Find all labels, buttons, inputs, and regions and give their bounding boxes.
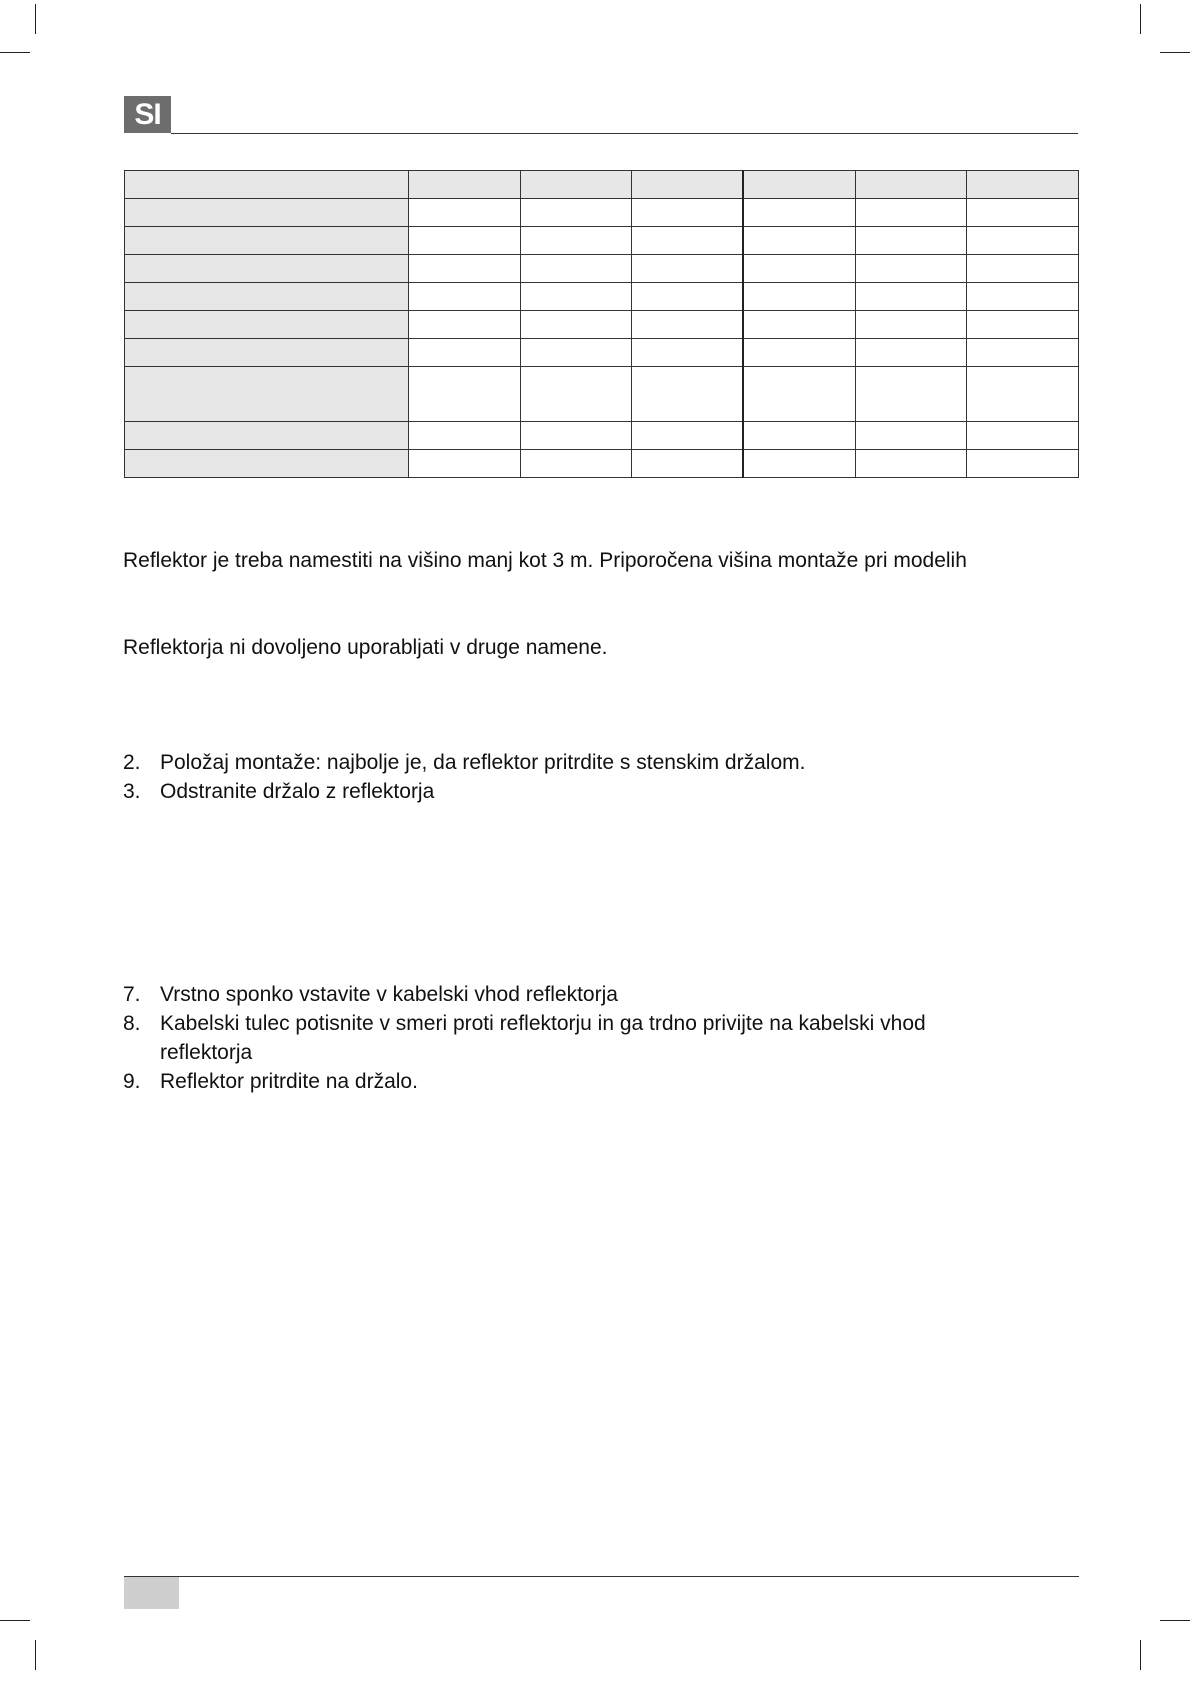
table-cell <box>632 311 744 339</box>
table-cell <box>855 450 967 478</box>
crop-mark <box>1160 1620 1190 1621</box>
crop-mark <box>1140 4 1141 34</box>
table-cell <box>125 450 409 478</box>
table-cell <box>520 199 632 227</box>
table-cell <box>520 255 632 283</box>
table-cell <box>855 339 967 367</box>
step-number: 7. <box>123 983 141 1006</box>
table-cell <box>632 199 744 227</box>
table-cell <box>520 450 632 478</box>
list-item <box>123 777 805 806</box>
step-text-continued: reflektorja <box>160 1041 253 1064</box>
table-cell <box>855 422 967 450</box>
table-cell <box>125 227 409 255</box>
table-cell <box>632 339 744 367</box>
table-cell <box>967 422 1079 450</box>
table-cell <box>632 283 744 311</box>
table-cell <box>967 227 1079 255</box>
table-cell <box>855 367 967 422</box>
step-text: Reflektor pritrdite na držalo. <box>160 1070 418 1093</box>
table-cell <box>855 255 967 283</box>
step-text: Položaj montaže: najbolje je, da reflektor pritrdite s stenskim držalom. <box>160 751 806 774</box>
list-item <box>123 980 926 1009</box>
table-cell <box>967 171 1079 199</box>
table-cell <box>409 199 521 227</box>
table-cell <box>409 450 521 478</box>
table-cell <box>632 171 744 199</box>
page-number-box <box>124 1577 179 1609</box>
steps-list-2 <box>123 980 926 1096</box>
table-cell <box>125 255 409 283</box>
table-cell <box>125 367 409 422</box>
table-cell <box>743 339 855 367</box>
crop-mark <box>0 52 30 53</box>
table-row <box>125 311 1079 339</box>
step-number: 8. <box>123 1012 141 1035</box>
crop-mark <box>35 4 36 34</box>
table-cell <box>409 367 521 422</box>
table-row <box>125 339 1079 367</box>
table-cell <box>967 339 1079 367</box>
step-number: 2. <box>123 751 141 774</box>
table-cell <box>520 367 632 422</box>
table-cell <box>743 311 855 339</box>
step-number: 3. <box>123 780 141 803</box>
table-cell <box>409 255 521 283</box>
table-cell <box>520 171 632 199</box>
steps-list-1 <box>123 748 805 806</box>
table-cell <box>409 311 521 339</box>
table-cell <box>125 171 409 199</box>
crop-mark <box>35 1640 36 1670</box>
table-cell <box>743 255 855 283</box>
table-cell <box>967 255 1079 283</box>
header-rule <box>171 133 1078 134</box>
table-row <box>125 422 1079 450</box>
table-cell <box>855 283 967 311</box>
table-header-row <box>125 171 1079 199</box>
table-cell <box>125 199 409 227</box>
table-cell <box>743 227 855 255</box>
table-cell <box>855 227 967 255</box>
crop-mark <box>1140 1640 1141 1670</box>
table-cell <box>743 283 855 311</box>
table-cell <box>743 422 855 450</box>
table-row <box>125 283 1079 311</box>
step-text: Kabelski tulec potisnite v smeri proti reflektorju in ga trdno privijte na kabelski vhod <box>160 1012 926 1035</box>
table-row <box>125 227 1079 255</box>
table-cell <box>409 283 521 311</box>
table-cell <box>409 339 521 367</box>
table-cell <box>409 171 521 199</box>
table-row <box>125 255 1079 283</box>
table-cell <box>125 339 409 367</box>
table-row <box>125 450 1079 478</box>
step-text: Vrstno sponko vstavite v kabelski vhod reflektorja <box>160 983 618 1006</box>
table-cell <box>632 450 744 478</box>
table-cell <box>743 367 855 422</box>
table-cell <box>632 227 744 255</box>
mounting-height-paragraph: Reflektor je treba namestiti na višino manj kot 3 m. Priporočena višina montaže pri modelih <box>123 549 967 572</box>
table-cell <box>855 199 967 227</box>
table-row <box>125 199 1079 227</box>
list-item <box>123 1067 926 1096</box>
table-cell <box>409 422 521 450</box>
table-cell <box>520 283 632 311</box>
table-cell <box>632 255 744 283</box>
table-cell <box>125 422 409 450</box>
table-cell <box>520 339 632 367</box>
table-cell <box>855 311 967 339</box>
list-item <box>123 748 805 777</box>
step-number: 9. <box>123 1070 141 1093</box>
table-cell <box>967 367 1079 422</box>
language-badge: SI <box>124 96 171 133</box>
table-cell <box>409 227 521 255</box>
table-cell <box>632 367 744 422</box>
crop-mark <box>1160 52 1190 53</box>
footer-rule <box>124 1576 1079 1577</box>
table-cell <box>743 171 855 199</box>
table-cell <box>520 311 632 339</box>
step-text: Odstranite držalo z reflektorja <box>160 780 435 803</box>
table-cell <box>125 311 409 339</box>
table-cell <box>125 283 409 311</box>
table-cell <box>967 283 1079 311</box>
table-cell <box>632 422 744 450</box>
table-cell <box>967 450 1079 478</box>
table-cell <box>967 311 1079 339</box>
table-cell <box>520 227 632 255</box>
table-cell <box>855 171 967 199</box>
table-cell <box>520 422 632 450</box>
table-cell <box>743 199 855 227</box>
table-cell <box>743 450 855 478</box>
usage-paragraph: Reflektorja ni dovoljeno uporabljati v druge namene. <box>123 636 608 659</box>
table-row <box>125 367 1079 422</box>
crop-mark <box>0 1620 30 1621</box>
list-item <box>123 1009 926 1067</box>
spec-table <box>124 170 1079 478</box>
table-cell <box>967 199 1079 227</box>
